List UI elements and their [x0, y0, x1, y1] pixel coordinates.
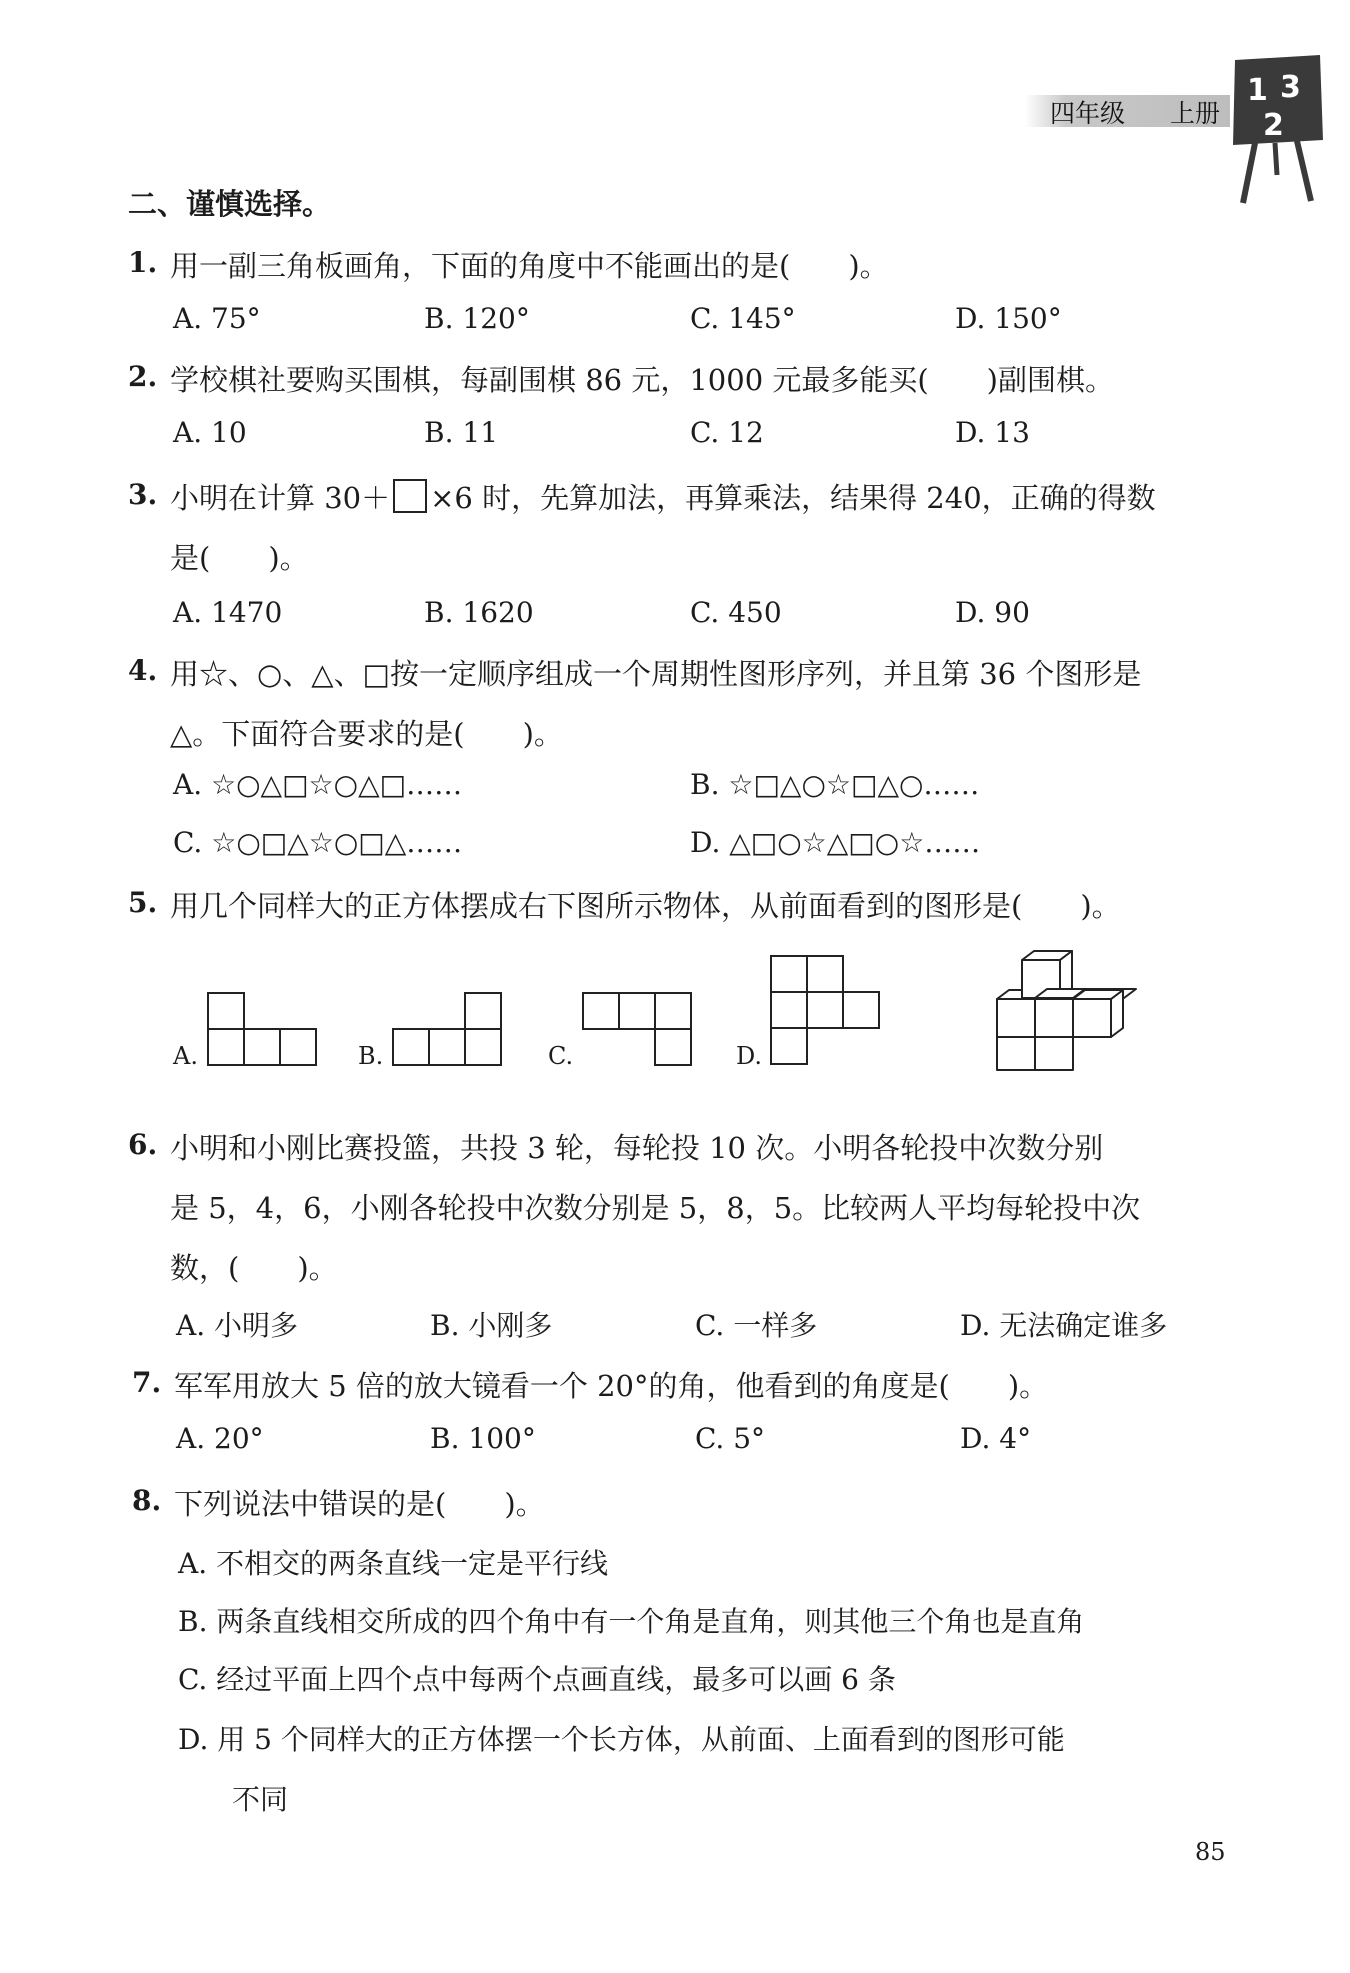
question-text-line2: 是 5，4，6，小刚各轮投中次数分别是 5，8，5。比较两人平均每轮投中次 [170, 1191, 1141, 1225]
option-d: D. 用 5 个同样大的正方体摆一个长方体，从前面、上面看到的图形可能 [178, 1723, 1065, 1756]
blank-box [393, 479, 427, 513]
term-label: 上册 [1170, 99, 1221, 128]
cube-object-figure [996, 950, 1141, 1070]
option-b: B. 1620 [424, 596, 534, 629]
question-number: 7. [132, 1366, 162, 1399]
option-a: A. 10 [173, 416, 247, 449]
figure-label-d: D. [736, 1042, 763, 1070]
option-c: C. 145° [690, 302, 796, 335]
option-d-continued: 不同 [232, 1783, 289, 1816]
question-text-line3: 数，( )。 [170, 1251, 338, 1285]
question-text: 小明和小刚比赛投篮，共投 3 轮，每轮投 10 次。小明各轮投中次数分别 [170, 1131, 1104, 1165]
svg-text:2: 2 [1263, 108, 1284, 143]
option-c: C. 经过平面上四个点中每两个点画直线，最多可以画 6 条 [178, 1663, 896, 1696]
question-number: 3. [128, 478, 158, 511]
question-text: 学校棋社要购买围棋，每副围棋 86 元，1000 元最多能买( )副围棋。 [170, 363, 1114, 397]
figure-label-c: C. [548, 1042, 574, 1070]
option-d: D. △□○☆△□○☆…… [690, 826, 981, 859]
question-text-line2: 是( )。 [170, 541, 309, 575]
question-number: 4. [128, 654, 158, 687]
option-a: A. 小明多 [176, 1309, 299, 1342]
option-a: A. 不相交的两条直线一定是平行线 [178, 1547, 609, 1580]
question-number: 2. [128, 360, 158, 393]
figure-c [582, 992, 697, 1072]
option-c: C. 450 [690, 596, 782, 629]
option-a: A. ☆○△□☆○△□…… [173, 768, 463, 801]
question-number: 8. [132, 1484, 162, 1517]
question-text: 用一副三角板画角，下面的角度中不能画出的是( )。 [170, 249, 889, 283]
option-b: B. 小刚多 [430, 1309, 553, 1342]
option-a: A. 75° [173, 302, 261, 335]
grade-label: 四年级 [1050, 99, 1126, 128]
figure-label-b: B. [358, 1042, 384, 1070]
figure-a [207, 992, 322, 1072]
option-a: A. 1470 [173, 596, 283, 629]
question-text: 用几个同样大的正方体摆成右下图所示物体，从前面看到的图形是( )。 [170, 889, 1121, 923]
option-a: A. 20° [176, 1422, 264, 1455]
question-number: 5. [128, 886, 158, 919]
option-c: C. 12 [690, 416, 764, 449]
blackboard-icon [1225, 55, 1325, 205]
option-b: B. 11 [424, 416, 499, 449]
figure-b [392, 992, 507, 1072]
option-c: C. 5° [695, 1422, 766, 1455]
option-b: B. 两条直线相交所成的四个角中有一个角是直角，则其他三个角也是直角 [178, 1605, 1085, 1638]
section-title: 二、谨慎选择。 [128, 187, 332, 221]
option-b: B. ☆□△○☆□△○…… [690, 768, 980, 801]
question-text-line2: △。下面符合要求的是( )。 [170, 717, 563, 751]
option-b: B. 100° [430, 1422, 536, 1455]
figure-d [770, 955, 885, 1070]
question-number: 6. [128, 1128, 158, 1161]
question-text: 小明在计算 30＋ ×6 时，先算加法，再算乘法，结果得 240，正确的得数 [170, 481, 1156, 515]
option-c: C. ☆○□△☆○□△…… [173, 826, 463, 859]
svg-text:3: 3 [1280, 70, 1301, 105]
svg-text:1: 1 [1247, 73, 1268, 108]
figure-label-a: A. [173, 1042, 198, 1070]
option-c: C. 一样多 [695, 1309, 818, 1342]
option-d: D. 13 [955, 416, 1030, 449]
question-number: 1. [128, 246, 158, 279]
question-text: 下列说法中错误的是( )。 [174, 1487, 545, 1521]
page-number: 85 [1195, 1838, 1226, 1866]
option-d: D. 无法确定谁多 [960, 1309, 1168, 1342]
option-d: D. 90 [955, 596, 1030, 629]
question-text: 用☆、○、△、□按一定顺序组成一个周期性图形序列，并且第 36 个图形是 [170, 657, 1142, 691]
option-d: D. 4° [960, 1422, 1032, 1455]
option-b: B. 120° [424, 302, 530, 335]
option-d: D. 150° [955, 302, 1062, 335]
question-text: 军军用放大 5 倍的放大镜看一个 20°的角，他看到的角度是( )。 [174, 1369, 1049, 1403]
